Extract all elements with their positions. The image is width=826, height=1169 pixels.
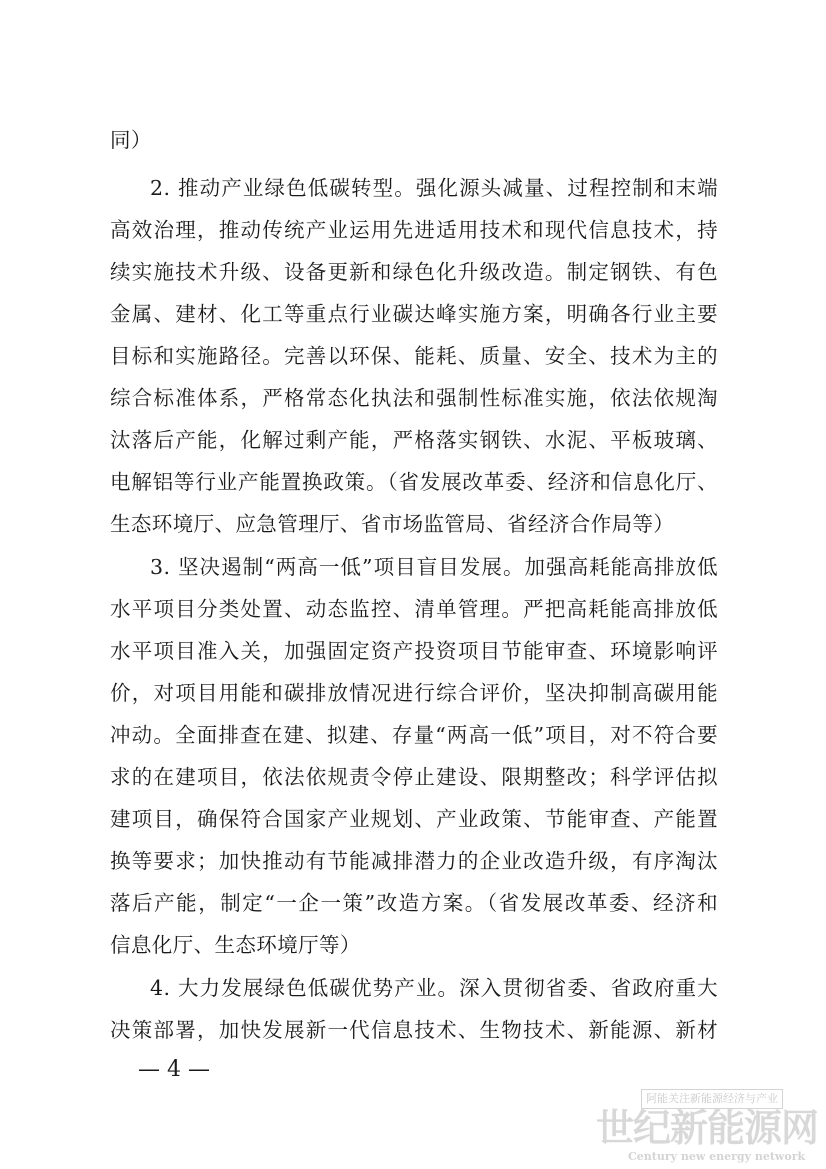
text-line: 水平项目准入关，加强固定资产投资项目节能审查、环境影响评 <box>110 639 718 663</box>
watermark-logo-subtitle: Century new energy network <box>628 1150 806 1163</box>
text-line: 电解铝等行业产能置换政策。（省发展改革委、经济和信息化厅、 <box>110 470 718 494</box>
paragraph-3-first-line: 3. 坚决遏制“两高一低”项目盲目发展。加强高耗能高排放低 <box>150 555 718 579</box>
text-line: 综合标准体系，严格常态化执法和强制性标准实施，依法依规淘 <box>110 386 718 410</box>
text-line: 汰落后产能，化解过剩产能，严格落实钢铁、水泥、平板玻璃、 <box>110 428 718 452</box>
page-number: — 4 — <box>138 1057 210 1082</box>
text-line: 金属、建材、化工等重点行业碳达峰实施方案，明确各行业主要 <box>110 302 718 326</box>
text-line: 高效治理，推动传统产业运用先进适用技术和现代信息技术，持 <box>110 218 718 242</box>
text-line: 换等要求；加快推动有节能减排潜力的企业改造升级，有序淘汰 <box>110 849 718 873</box>
text-line: 落后产能，制定“一企一策”改造方案。（省发展改革委、经济和 <box>110 891 718 915</box>
text-line: 建项目，确保符合国家产业规划、产业政策、节能审查、产能置 <box>110 807 718 831</box>
text-line: 续实施技术升级、设备更新和绿色化升级改造。制定钢铁、有色 <box>110 260 718 284</box>
text-line: 目标和实施路径。完善以环保、能耗、质量、安全、技术为主的 <box>110 344 718 368</box>
watermark-tagline: 阿能关注新能源经济与产业 <box>641 1089 783 1109</box>
text-line: 信息化厅、生态环境厅等） <box>110 933 361 957</box>
text-line: 价，对项目用能和碳排放情况进行综合评价，坚决抑制高碳用能 <box>110 681 718 705</box>
text-line: 决策部署，加快发展新一代信息技术、生物技术、新能源、新材 <box>110 1018 718 1042</box>
paragraph-4-first-line: 4. 大力发展绿色低碳优势产业。深入贯彻省委、省政府重大 <box>150 976 718 1000</box>
text-line: 冲动。全面排查在建、拟建、存量“两高一低”项目，对不符合要 <box>110 723 718 747</box>
text-line: 求的在建项目，依法依规责令停止建设、限期整改；科学评估拟 <box>110 765 718 789</box>
text-line: 水平项目分类处置、动态监控、清单管理。严把高耗能高排放低 <box>110 597 718 621</box>
text-line: 生态环境厅、应急管理厅、省市场监管局、省经济合作局等） <box>110 512 675 536</box>
text-line: 同） <box>110 128 152 152</box>
paragraph-2-first-line: 2. 推动产业绿色低碳转型。强化源头减量、过程控制和末端 <box>150 176 718 200</box>
watermark-logo: 世纪新能源网 <box>596 1106 819 1150</box>
